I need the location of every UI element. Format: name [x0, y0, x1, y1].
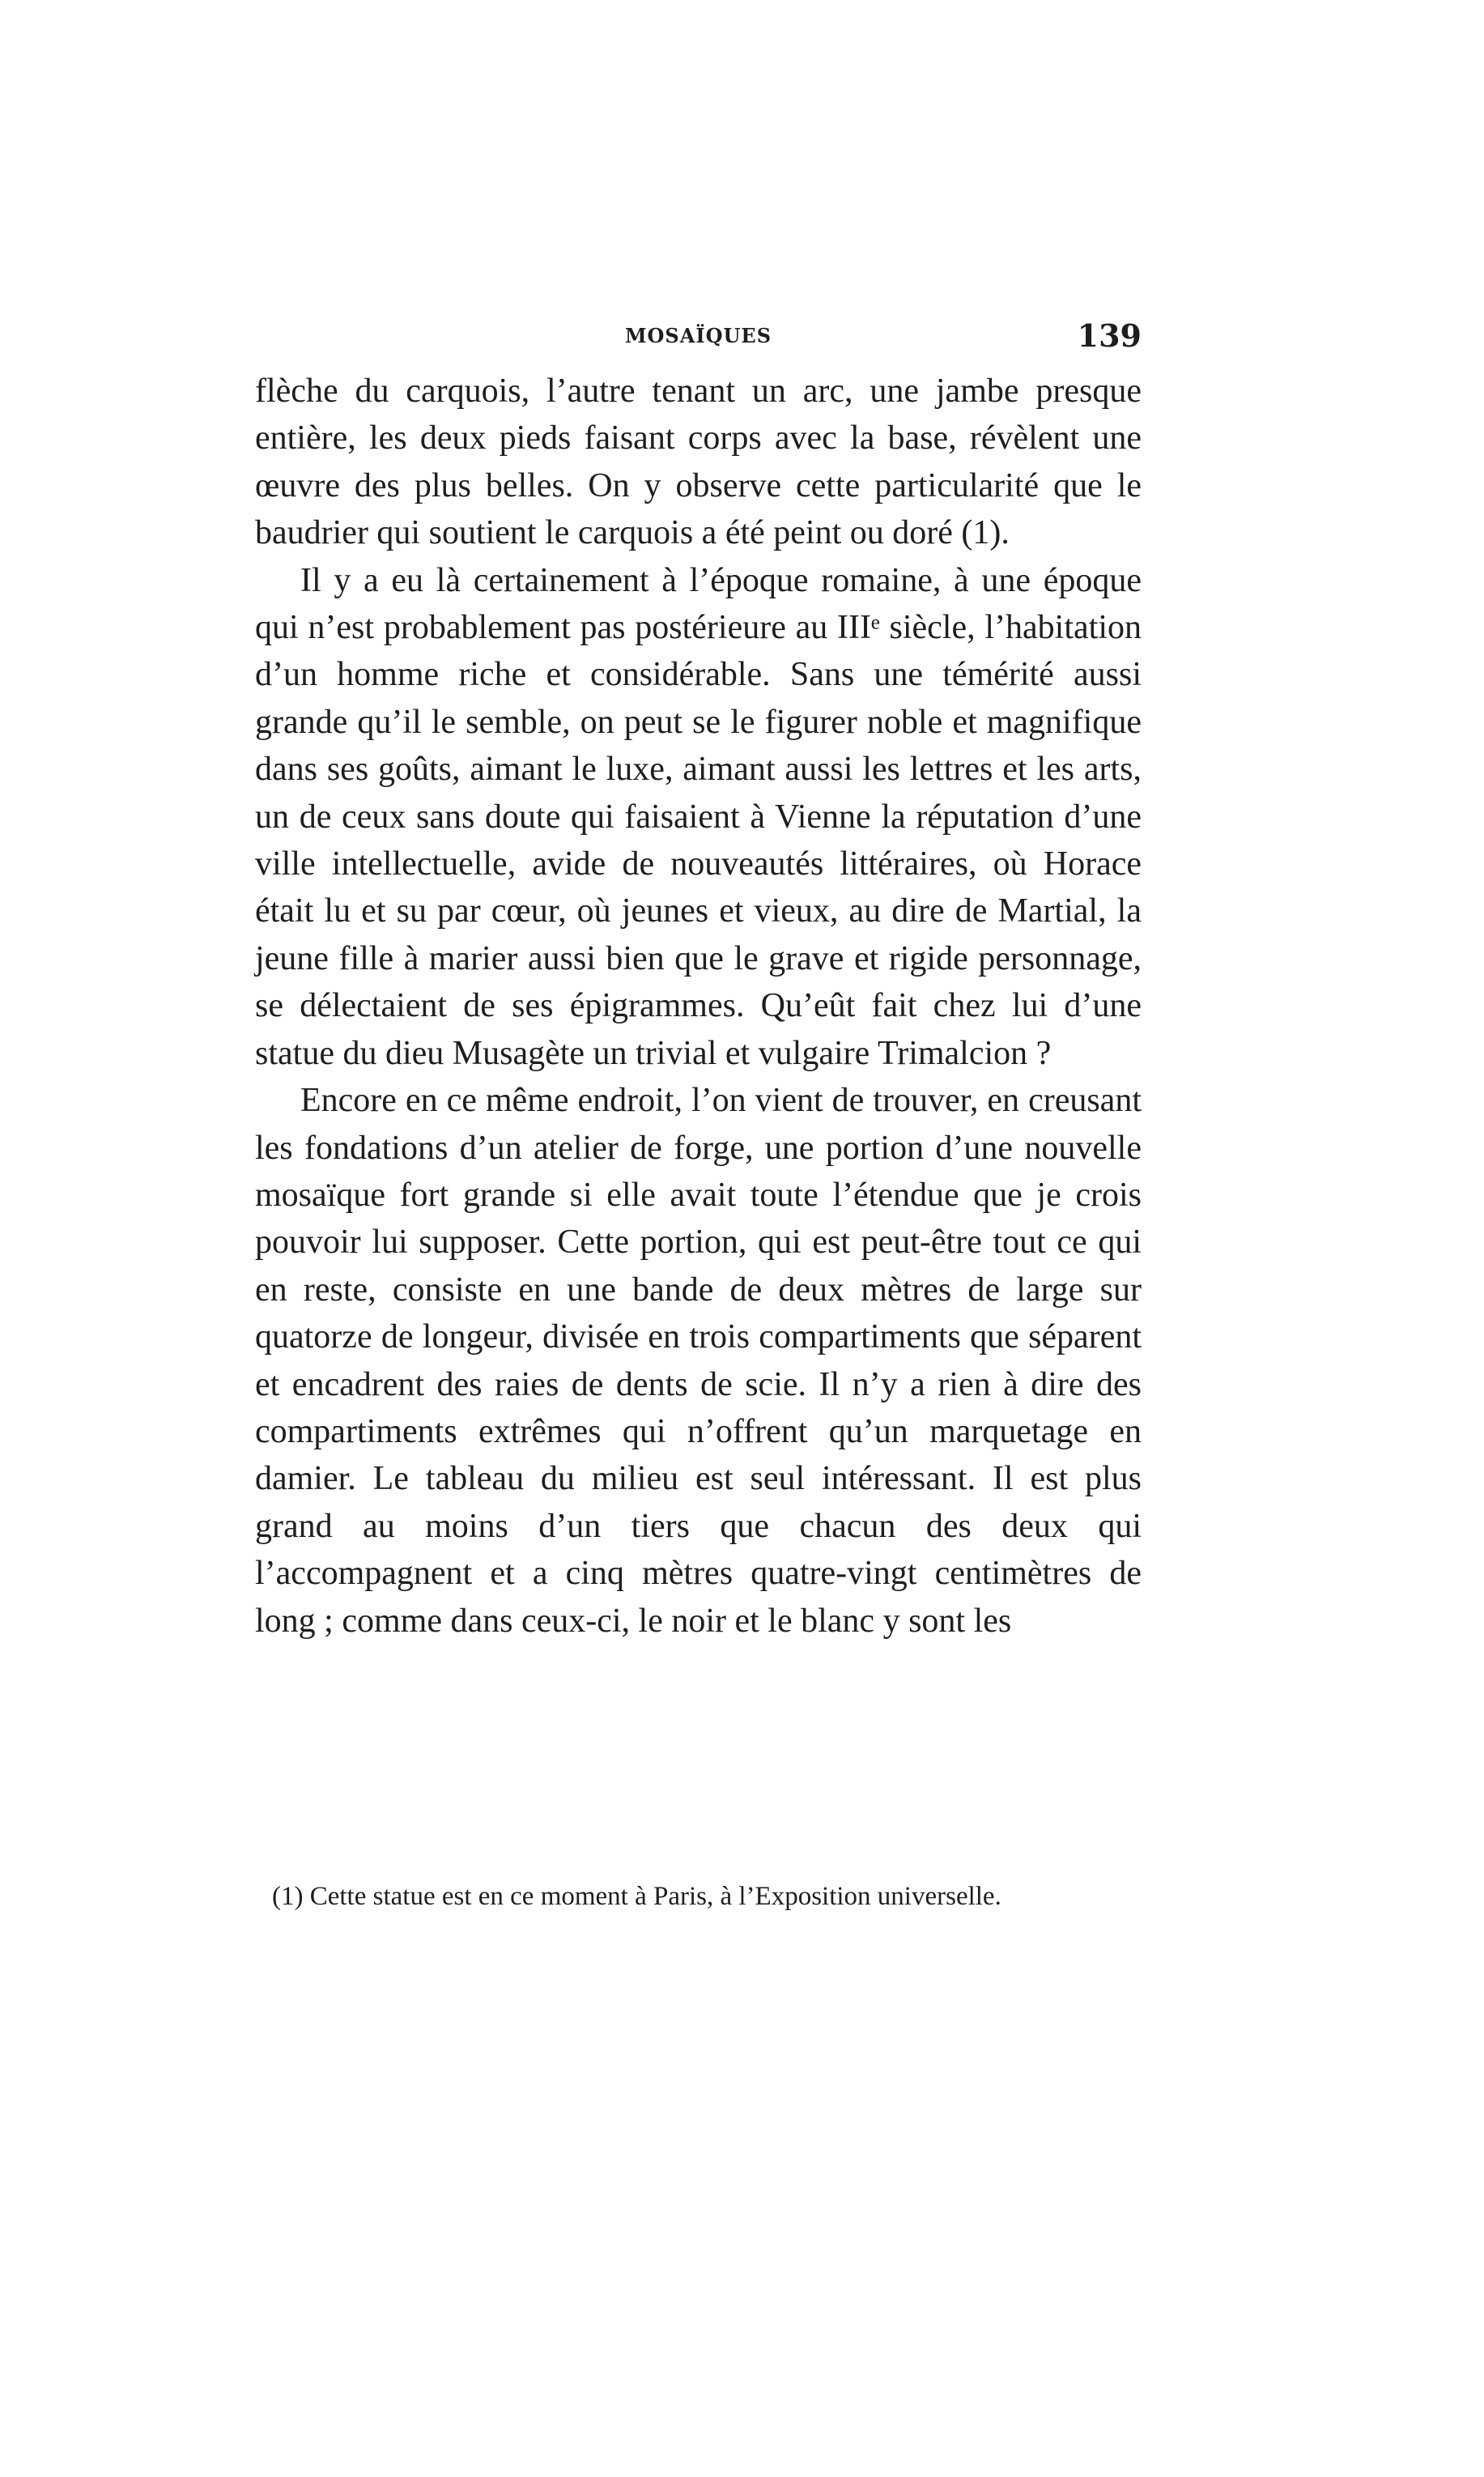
- paragraph-new-mosaic: Encore en ce même endroit, l’on vient de trouver, en creusant les fondations d’un atelier de forge, une portion d’une nouvelle mosaïque fort grande si elle avait toute l’étendue que je crois pouvoir lui supposer. Cette portion, qui est peut-être tout ce qui en reste, consiste en une bande de deux mètres de large sur quatorze de longeur, divisée en trois compartiments que séparent et encadrent des raies de dents de scie. Il n’y a rien à dire des compartiments extrêmes qui n’offrent qu’un marquetage en damier. Le tableau du milieu est seul intéressant. Il est plus grand au moins d’un tiers que chacun des deux qui l’accompagnent et a cinq mètres quatre-vingt centimètres de long ; comme dans ceux-ci, le noir et le blanc y sont les: [255, 1082, 1142, 1640]
- running-title: MOSAÏQUES: [624, 324, 772, 347]
- paragraph-roman-habitation: Il y a eu là certainement à l’époque romaine, à une époque qui n’est probablement pas postérieure au IIIᵉ siècle, l’habitation d’un homme riche et considérable. Sans une témérité aussi grande qu’il le semble, on peut se le figurer noble et magnifique dans ses goûts, aimant le luxe, aimant aussi les lettres et les arts, un de ceux sans doute qui faisaient à Vienne la réputation d’une ville intellectuelle, avide de nouveautés littéraires, où Horace était lu et su par cœur, où jeunes et vieux, au dire de Martial, la jeune fille à marier aussi bien que le grave et rigide personnage, se délectaient de ses épigrammes. Qu’eût fait chez lui d’une statue du dieu Musagète un trivial et vulgaire Trimalcion ?: [255, 561, 1142, 1072]
- body-text: [255, 368, 1142, 1645]
- page-header: [255, 317, 1142, 366]
- page-number: 139: [1077, 317, 1142, 354]
- paragraph-continuation: flèche du carquois, l’autre tenant un arc, une jambe presque entière, les deux pieds faisant corps avec la base, révèlent une œuvre des plus belles. On y observe cette particularité que le baudrier qui soutient le carquois a été peint ou doré (1).: [255, 372, 1142, 552]
- footnote: (1) Cette statue est en ce moment à Paris, à l’Exposition universelle.: [272, 1882, 1001, 1911]
